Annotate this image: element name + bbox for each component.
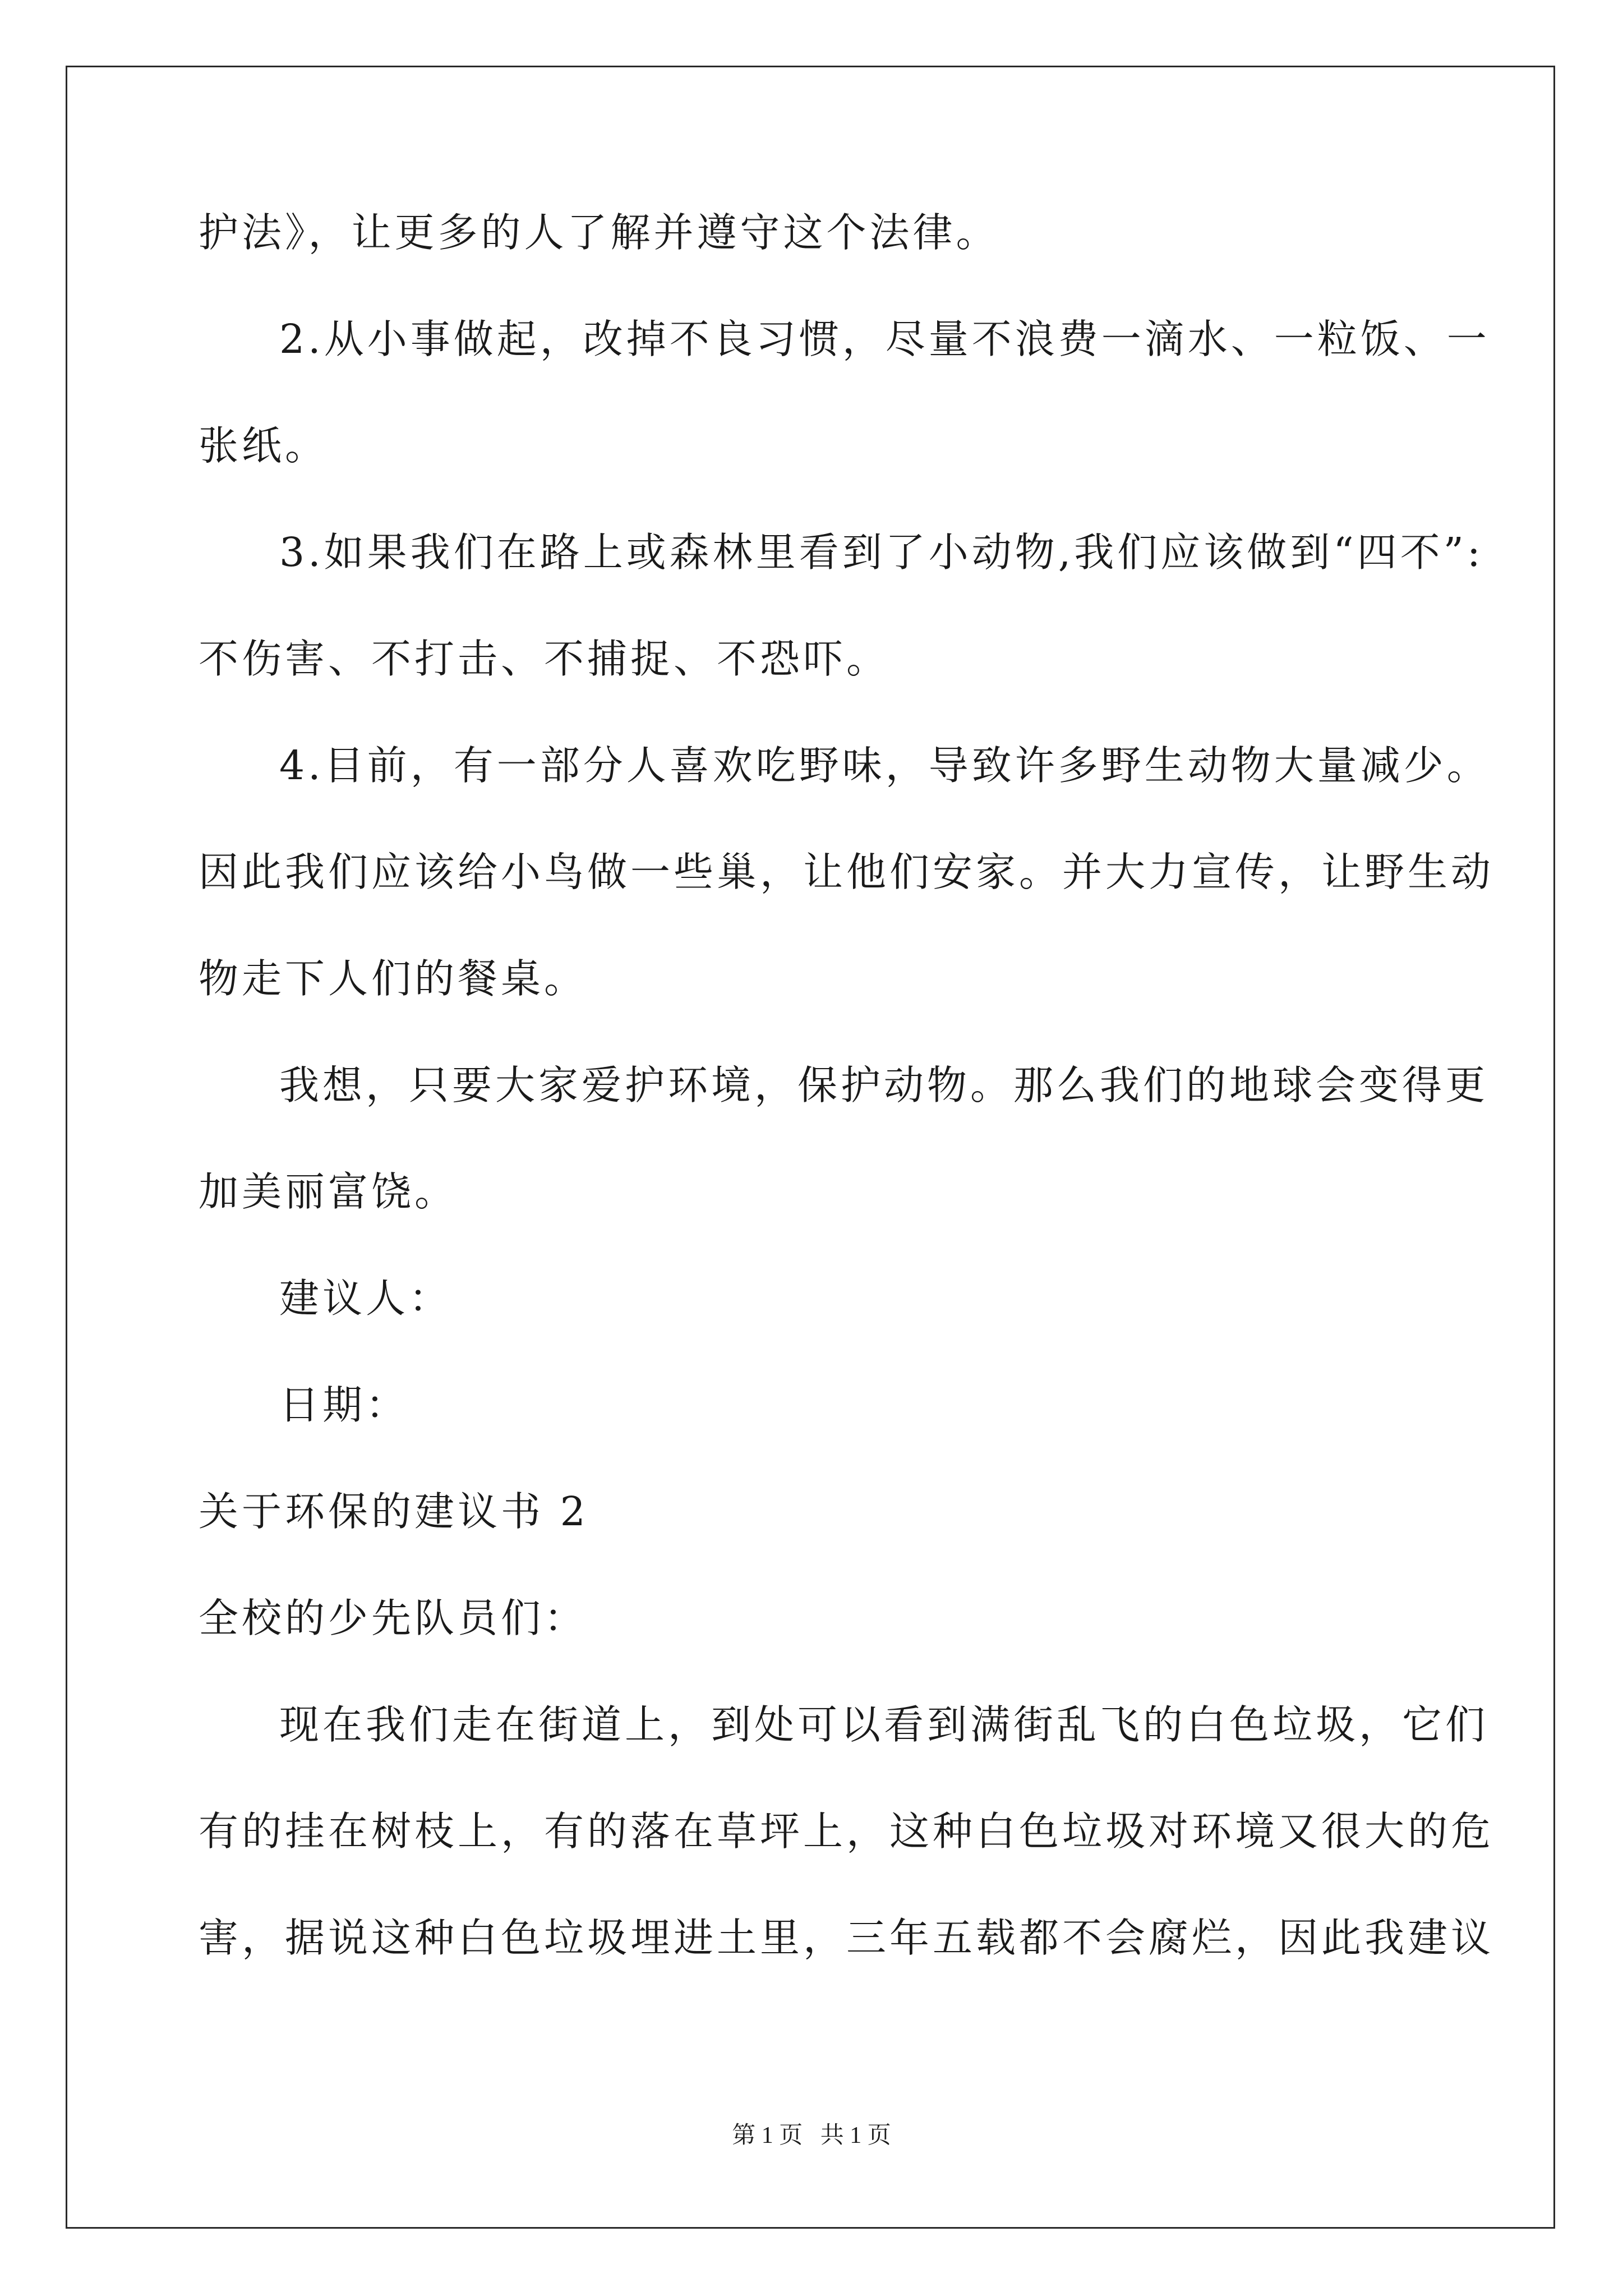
text-line: 现在我们走在街道上，到处可以看到满街乱飞的白色垃圾，它们 xyxy=(279,1701,1489,1748)
text-line: 张纸。 xyxy=(199,422,329,469)
salutation: 全校的少先队员们： xyxy=(199,1595,588,1641)
section-title: 关于环保的建议书 2 xyxy=(199,1488,589,1535)
text-line: 因此我们应该给小鸟做一些巢，让他们安家。并大力宣传，让野生动 xyxy=(199,849,1495,895)
date-label: 日期： xyxy=(279,1382,409,1428)
text-line: 我想，只要大家爱护环境，保护动物。那么我们的地球会变得更 xyxy=(279,1062,1489,1108)
signer-label: 建议人： xyxy=(279,1275,453,1322)
text-line: 3.如果我们在路上或森林里看到了小动物,我们应该做到“四不”: xyxy=(279,529,1484,576)
page-border xyxy=(66,66,1555,2229)
text-line: 2.从小事做起，改掉不良习惯，尽量不浪费一滴水、一粒饭、一 xyxy=(279,316,1490,362)
text-line: 不伤害、不打击、不捕捉、不恐吓。 xyxy=(199,636,890,682)
page-footer: 第 1 页 共 1 页 xyxy=(732,2123,891,2148)
text-line: 加美丽富饶。 xyxy=(199,1168,458,1215)
text-line: 害，据说这种白色垃圾埋进土里，三年五载都不会腐烂，因此我建议 xyxy=(199,1915,1495,1961)
text-line: 4.目前，有一部分人喜欢吃野味，导致许多野生动物大量减少。 xyxy=(279,742,1490,789)
text-line: 物走下人们的餐桌。 xyxy=(199,955,588,1002)
text-line: 有的挂在树枝上，有的落在草坪上，这种白色垃圾对环境又很大的危 xyxy=(199,1808,1495,1855)
text-line: 护法》，让更多的人了解并遵守这个法律。 xyxy=(199,209,999,256)
